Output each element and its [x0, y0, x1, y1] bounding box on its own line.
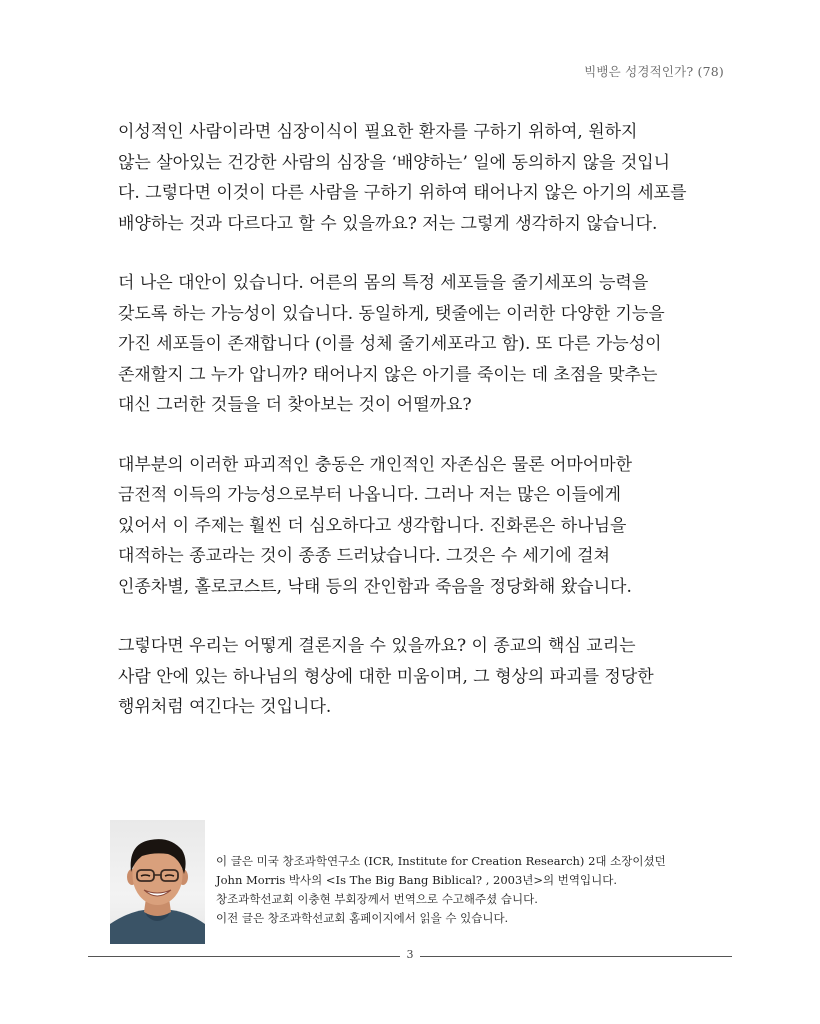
- text-line: 배양하는 것과 다르다고 할 수 있을까요? 저는 그렇게 생각하지 않습니다.: [118, 213, 658, 234]
- paragraph-3: [118, 450, 718, 603]
- text-line: 대신 그러한 것들을 더 찾아보는 것이 어떨까요?: [118, 395, 472, 415]
- text-line: 가진 세포들이 존재합니다 (이를 성체 줄기세포라고 함). 또 다른 가능성이: [118, 334, 662, 354]
- page-number: 3: [406, 948, 414, 961]
- text-line: 더 나은 대안이 있습니다. 어른의 몸의 특정 세포들을 줄기세포의 능력을: [118, 273, 649, 293]
- text-line: 사람 안에 있는 하나님의 형상에 대한 미움이며, 그 형상의 파괴를 정당한: [118, 666, 654, 687]
- text-line: 있어서 이 주제는 훨씬 더 심오하다고 생각합니다. 진화론은 하나님을: [118, 515, 627, 536]
- text-line: 다. 그렇다면 이것이 다른 사람을 구하기 위하여 태어나지 않은 아기의 세포를: [118, 183, 687, 203]
- text-line: 금전적 이득의 가능성으로부터 나옵니다. 그러나 저는 많은 이들에게: [118, 485, 622, 505]
- note-line: John Morris 박사의 <Is The Big Bang Biblical? , 2003년>의 번역입니다.: [216, 873, 617, 887]
- author-block: [110, 820, 750, 948]
- paragraph-4: [118, 631, 718, 723]
- paragraph-1: [118, 117, 718, 239]
- text-line: 그렇다면 우리는 어떻게 결론지을 수 있을까요? 이 종교의 핵심 교리는: [118, 636, 636, 656]
- note-line: 이전 글은 창조과학선교회 홈페이지에서 읽을 수 있습니다.: [216, 911, 509, 925]
- text-line: 이성적인 사람이라면 심장이식이 필요한 환자를 구하기 위하여, 원하지: [118, 122, 638, 142]
- author-photo: [110, 820, 205, 944]
- paragraph-2: [118, 268, 718, 421]
- text-line: 않는 살아있는 건강한 사람의 심장을 ‘배양하는’ 일에 동의하지 않을 것입니: [118, 152, 671, 173]
- note-line: 창조과학선교회 이충현 부회장께서 번역으로 수고해주셨 습니다.: [216, 892, 538, 906]
- text-line: 행위처럼 여긴다는 것입니다.: [118, 697, 332, 717]
- note-line: 이 글은 미국 창조과학연구소 (ICR, Institute for Creation Research) 2대 소장이셨던: [216, 854, 666, 868]
- page-footer: [88, 948, 732, 964]
- portrait-illustration: [110, 820, 205, 944]
- running-header: 빅뱅은 성경적인가? (78): [584, 64, 724, 79]
- text-line: 존재할지 그 누가 압니까? 태어나지 않은 아기를 죽이는 데 초점을 맞추는: [118, 364, 658, 385]
- translator-note: [216, 852, 756, 928]
- text-line: 갖도록 하는 가능성이 있습니다. 동일하게, 탯줄에는 이러한 다양한 기능을: [118, 303, 665, 324]
- text-line: 인종차별, 홀로코스트, 낙태 등의 잔인함과 죽음을 정당화해 왔습니다.: [118, 576, 632, 597]
- text-line: 대적하는 종교라는 것이 종종 드러났습니다. 그것은 수 세기에 걸쳐: [118, 546, 611, 566]
- article-body: [118, 117, 718, 752]
- footer-rule-right: [420, 956, 732, 957]
- text-line: 대부분의 이러한 파괴적인 충동은 개인적인 자존심은 물론 어마어마한: [118, 454, 633, 475]
